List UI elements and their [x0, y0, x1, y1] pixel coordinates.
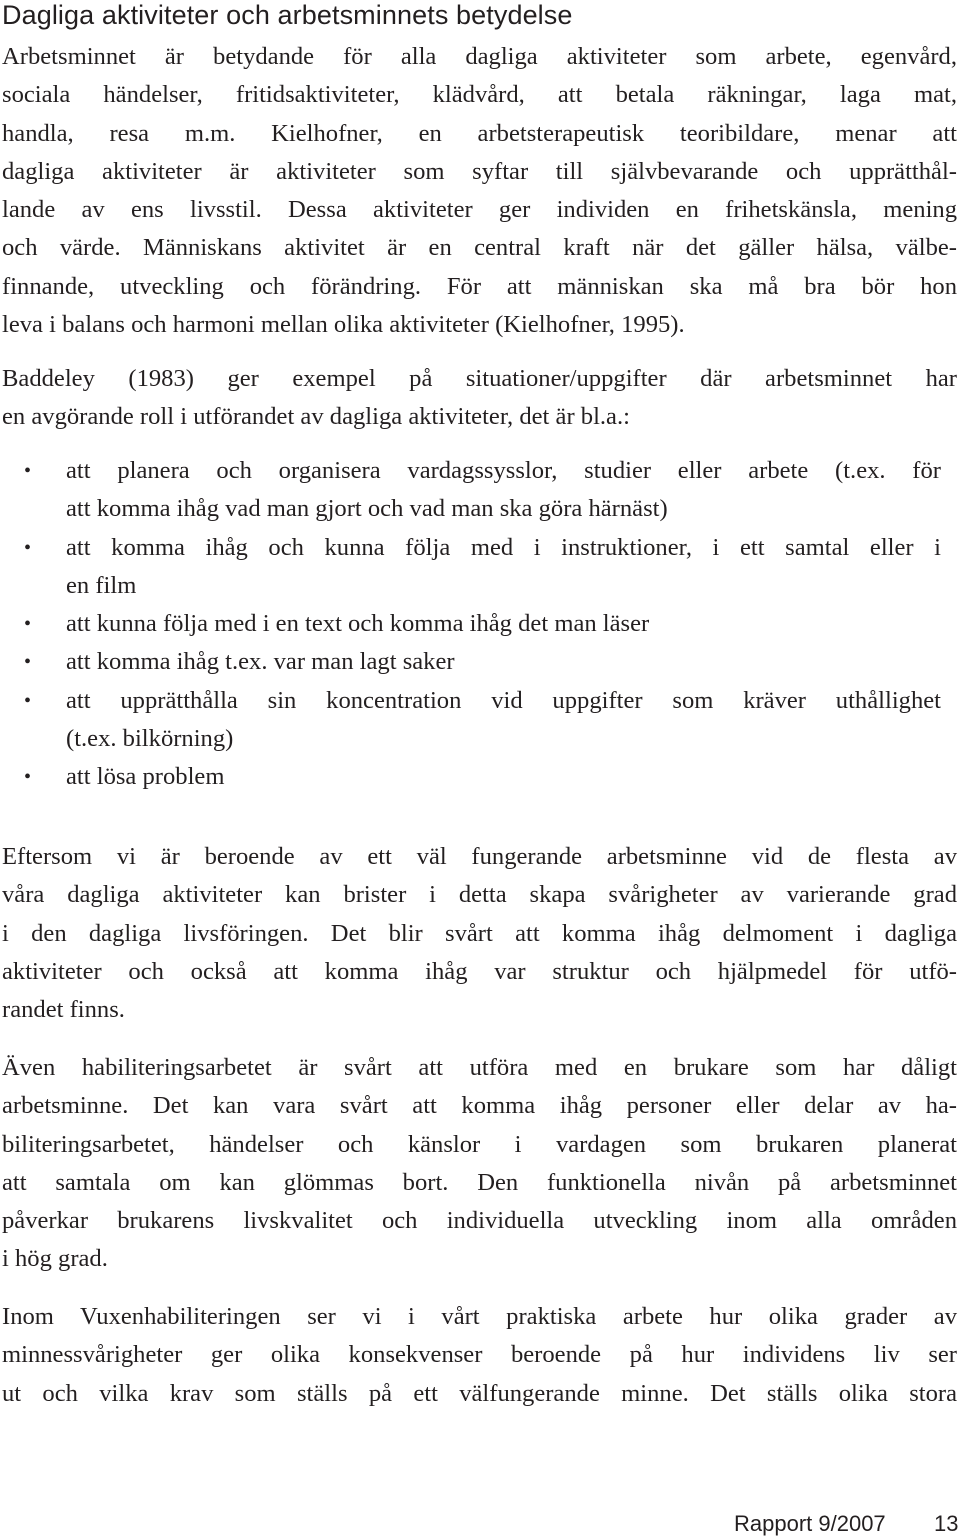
list-item: [0, 452, 941, 529]
text-line: lande av ens livsstil. Dessa aktiviteter ger individen en frihetskänsla, mening: [2, 196, 957, 224]
examples-bullet-list: [0, 452, 960, 797]
text-line: randet finns.: [2, 996, 125, 1024]
text-line: (t.ex. bilkörning): [66, 725, 234, 753]
text-line: att samtala om kan glömmas bort. Den funktionella nivån på arbetsminnet: [2, 1168, 957, 1196]
text-line: att kunna följa med i en text och komma ihåg det man läser: [66, 610, 650, 638]
text-line: sociala händelser, fritidsaktiviteter, klädvård, att betala räkningar, laga mat,: [2, 81, 957, 109]
text-line: Baddeley (1983) ger exempel på situationer/uppgifter där arbetsminnet har: [2, 365, 957, 392]
paragraph-habilitering: [2, 1049, 957, 1279]
text-line: leva i balans och harmoni mellan olika aktiviteter (Kielhofner, 1995).: [2, 311, 685, 339]
paragraph-arbetsminnet: [2, 38, 957, 344]
list-item: [0, 643, 941, 681]
bullet-icon: •: [24, 651, 32, 674]
text-line: arbetsminne. Det kan vara svårt att komma ihåg personer eller delar av ha-: [2, 1092, 957, 1120]
paragraph-vuxenhabiliteringen: [2, 1298, 957, 1413]
text-line: och värde. Människans aktivitet är en central kraft när det gäller hälsa, välbe-: [2, 234, 957, 262]
bullet-icon: •: [24, 536, 32, 559]
list-item: [0, 605, 941, 643]
text-line: en film: [66, 571, 137, 599]
text-line: påverkar brukarens livskvalitet och individuella utveckling inom alla områden: [2, 1207, 957, 1235]
text-line: ut och vilka krav som ställs på ett välfungerande minne. Det ställs olika stora: [2, 1379, 957, 1407]
text-line: en avgörande roll i utförandet av dagliga aktiviteter, det är bl.a.:: [2, 403, 630, 431]
page-number: 13: [934, 1511, 959, 1536]
text-line: Eftersom vi är beroende av ett väl fungerande arbetsminne vid de flesta av: [2, 843, 957, 870]
list-item: [0, 758, 941, 796]
text-line: aktiviteter och också att komma ihåg var struktur och hjälpmedel för utfö-: [2, 957, 957, 985]
text-line: biliteringsarbetet, händelser och känslor i vardagen som brukaren planerat: [2, 1130, 957, 1158]
bullet-icon: •: [24, 613, 32, 636]
bullet-icon: •: [24, 766, 32, 789]
text-line: våra dagliga aktiviteter kan brister i detta skapa svårigheter av varierande grad: [2, 881, 957, 909]
list-item: [0, 529, 941, 606]
report-label: Rapport 9/2007: [734, 1511, 886, 1536]
paragraph-baddeley: [2, 360, 957, 437]
paragraph-beroende: [2, 838, 957, 1029]
bullet-icon: •: [24, 460, 32, 482]
text-line: minnessvårigheter ger olika konsekvenser beroende på hur individens liv ser: [2, 1341, 957, 1369]
text-line: i den dagliga livsföringen. Det blir svårt att komma ihåg delmoment i dagliga: [2, 919, 957, 947]
text-line: att planera och organisera vardagssysslor, studier eller arbete (t.ex. för: [66, 457, 941, 484]
text-line: att upprätthålla sin koncentration vid uppgifter som kräver uthållighet: [66, 686, 941, 714]
text-line: handla, resa m.m. Kielhofner, en arbetsterapeutisk teoribildare, menar att: [2, 119, 957, 147]
text-line: att lösa problem: [66, 763, 225, 791]
text-line: Även habiliteringsarbetet är svårt att utföra med en brukare som har dåligt: [2, 1054, 957, 1081]
bullet-icon: •: [24, 689, 32, 712]
text-line: finnande, utveckling och förändring. För att människan ska må bra bör hon: [2, 272, 957, 300]
list-item: [0, 682, 941, 759]
text-line: Inom Vuxenhabiliteringen ser vi i vårt praktiska arbete hur olika grader av: [2, 1303, 957, 1330]
text-line: i hög grad.: [2, 1245, 108, 1273]
section-heading: Dagliga aktiviteter och arbetsminnets betydelse: [2, 0, 573, 30]
text-line: att komma ihåg t.ex. var man lagt saker: [66, 648, 455, 676]
text-line: dagliga aktiviteter är aktiviteter som syftar till självbevarande och upprätthål-: [2, 157, 957, 185]
text-line: att komma ihåg och kunna följa med i instruktioner, i ett samtal eller i: [66, 533, 941, 561]
text-line: Arbetsminnet är betydande för alla dagliga aktiviteter som arbete, egenvård,: [2, 43, 957, 70]
text-line: att komma ihåg vad man gjort och vad man ska göra härnäst): [66, 495, 668, 523]
